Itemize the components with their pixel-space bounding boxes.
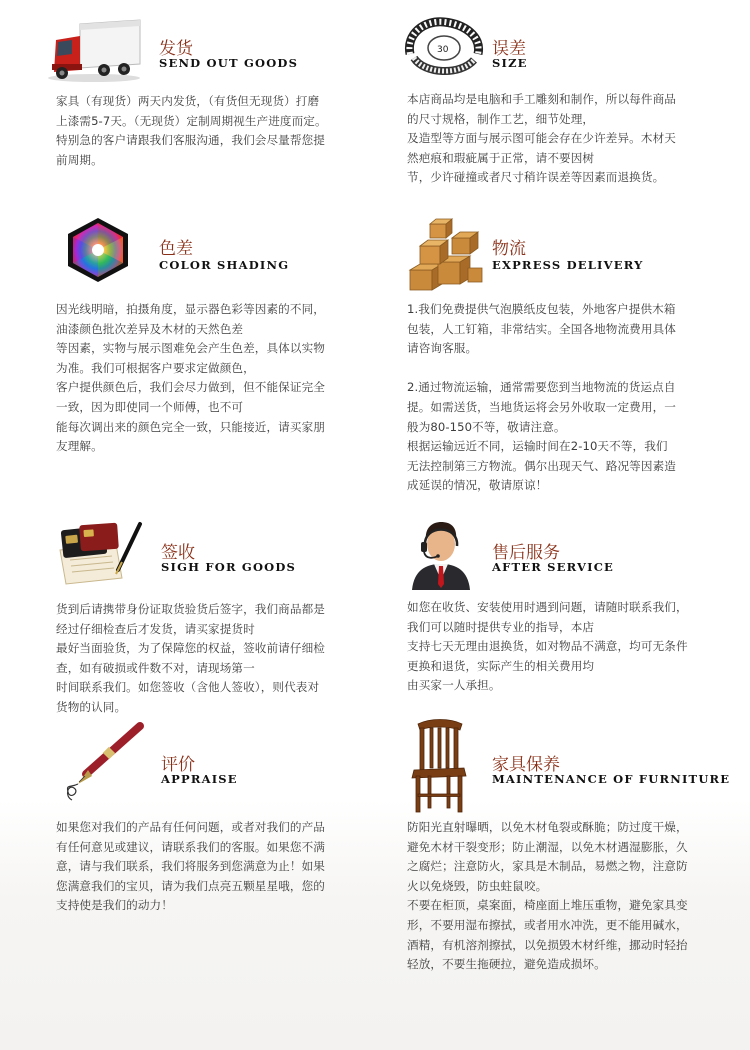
body-paragraph: 如果您对我们的产品有任何问题，或者对我们的产品 有任何意见或建议，请联系我们的客服。如果您不满 意，请与我们联系，我们将服务到您满意为止！如果 您满意我们的宝贝，请为我们点亮五颗星星哦，您的 支持使是我们的动力！	[56, 820, 325, 913]
body-paragraph: 货到后请携带身份证取货验货后签字，我们商品都是 经过仔细检查后才发货，请买家提货时 最好当面验货，为了保障您的权益，签收前请仔细检 查，如有破损或件数不对，请现场第一 时间联系我们。如您签收（含他人签收），则代表对 货物的认同。	[56, 602, 325, 714]
body-paragraph: 如您在收货、安装使用时遇到问题，请随时联系我们， 我们可以随时提供专业的指导，本店 支持七天无理由退换货，如对物品不满意，均可无条件 更换和退货，实际产生的相关费用均 由买家一人承担。	[407, 600, 688, 693]
body-paragraph: 2.通过物流运输，通常需要您到当地物流的货运点自 提。如需送货，当地货运将会另外收取一定费用，一 般为80-150不等，敬请注意。 根据运输远近不同，运输时间在2-10天不等，我们 无法控制第三方物流。偶尔出现天气、路况等因素造 成延误的情况，敬请原谅！	[407, 380, 676, 493]
section-body	[407, 90, 707, 188]
section-title-cn: 评价	[161, 755, 195, 775]
wooden-chair-icon	[408, 718, 470, 814]
section-title-cn: 售后服务	[492, 543, 560, 563]
section-body	[407, 300, 707, 496]
section-title-cn: 物流	[492, 239, 526, 259]
tape-measure-icon	[404, 14, 486, 80]
section-body	[56, 818, 356, 916]
body-paragraph: 1.我们免费提供气泡膜纸皮包装，外地客户提供木箱 包装，人工钉箱，非常结实。全国各地物流费用具体 请咨询客服。	[407, 302, 676, 356]
section-body	[56, 300, 356, 457]
section-title-cn: 误差	[492, 39, 526, 59]
body-paragraph: 防阳光直射曝晒，以免木材龟裂或酥脆；防过度干燥， 避免木材干裂变形；防止潮湿，以免木材遇湿膨胀，久 之腐烂；注意防火，家具是木制品，易燃之物，注意防 火以免烧毁，防虫蛀鼠咬。 不要在柜顶，桌案面，椅座面上堆压重物，避免家具变 形，不要用湿布擦拭，或者用水冲洗，更不能用碱水， 酒精，有机溶剂擦拭，以免损毁木材纤维，挪动时轻抬 轻放，不要生拖硬拉，避免造成损坏。	[407, 820, 688, 972]
boxes-icon	[404, 212, 486, 294]
truck-icon	[42, 18, 142, 84]
section-title-en: APPRAISE	[161, 772, 238, 786]
section-body	[407, 818, 717, 975]
support-agent-icon	[408, 514, 474, 590]
body-paragraph: 因光线明暗，拍摄角度，显示器色彩等因素的不同， 油漆颜色批次差异及木材的天然色差 等因素，实物与展示图难免会产生色差，具体以实物 为准。我们可根据客户要求定做颜色， 客户提供颜色后，我们会尽力做到，但不能保证完全 一致，因为即使同一个师傅，也不可 能每次调出来的颜色完全一致，只能接近，请买家朋 友理解。	[56, 302, 325, 454]
color-palette-icon	[64, 216, 132, 284]
section-title-en: COLOR SHADING	[159, 258, 290, 272]
section-body	[56, 600, 356, 718]
section-title-cn: 签收	[161, 543, 195, 563]
section-body	[407, 598, 717, 696]
section-title-cn: 色差	[159, 239, 193, 259]
section-body	[56, 92, 356, 170]
section-title-en: SIZE	[492, 56, 528, 70]
body-paragraph: 本店商品均是电脑和手工雕刻和制作，所以每件商品 的尺寸规格，制作工艺，细节处理， 及造型等方面与展示图可能会存在少许差异。木材天 然疤痕和瑕疵属于正常，请不要因树 节，少许碰撞或者尺寸稍许误差等因素而退换货。	[407, 92, 676, 185]
section-title-en: AFTER SERVICE	[492, 560, 615, 574]
section-title-en: SIGH FOR GOODS	[161, 560, 297, 574]
body-paragraph: 家具（有现货）两天内发货，（有货但无现货）打磨 上漆需5-7天。（无现货）定制周期视生产进度而定。 特别急的客户请跟我们客服沟通，我们会尽量帮您提 前周期。	[56, 94, 327, 167]
fountain-pen-icon	[60, 722, 146, 804]
section-title-en: MAINTENANCE OF FURNITURE	[492, 772, 731, 786]
svg-text:30: 30	[437, 45, 449, 55]
section-title-cn: 发货	[159, 39, 193, 59]
section-title-en: EXPRESS DELIVERY	[492, 258, 644, 272]
section-title-cn: 家具保养	[492, 755, 560, 775]
card-pen-icon	[56, 520, 146, 586]
paragraph-gap	[407, 359, 707, 379]
section-title-en: SEND OUT GOODS	[159, 56, 299, 70]
